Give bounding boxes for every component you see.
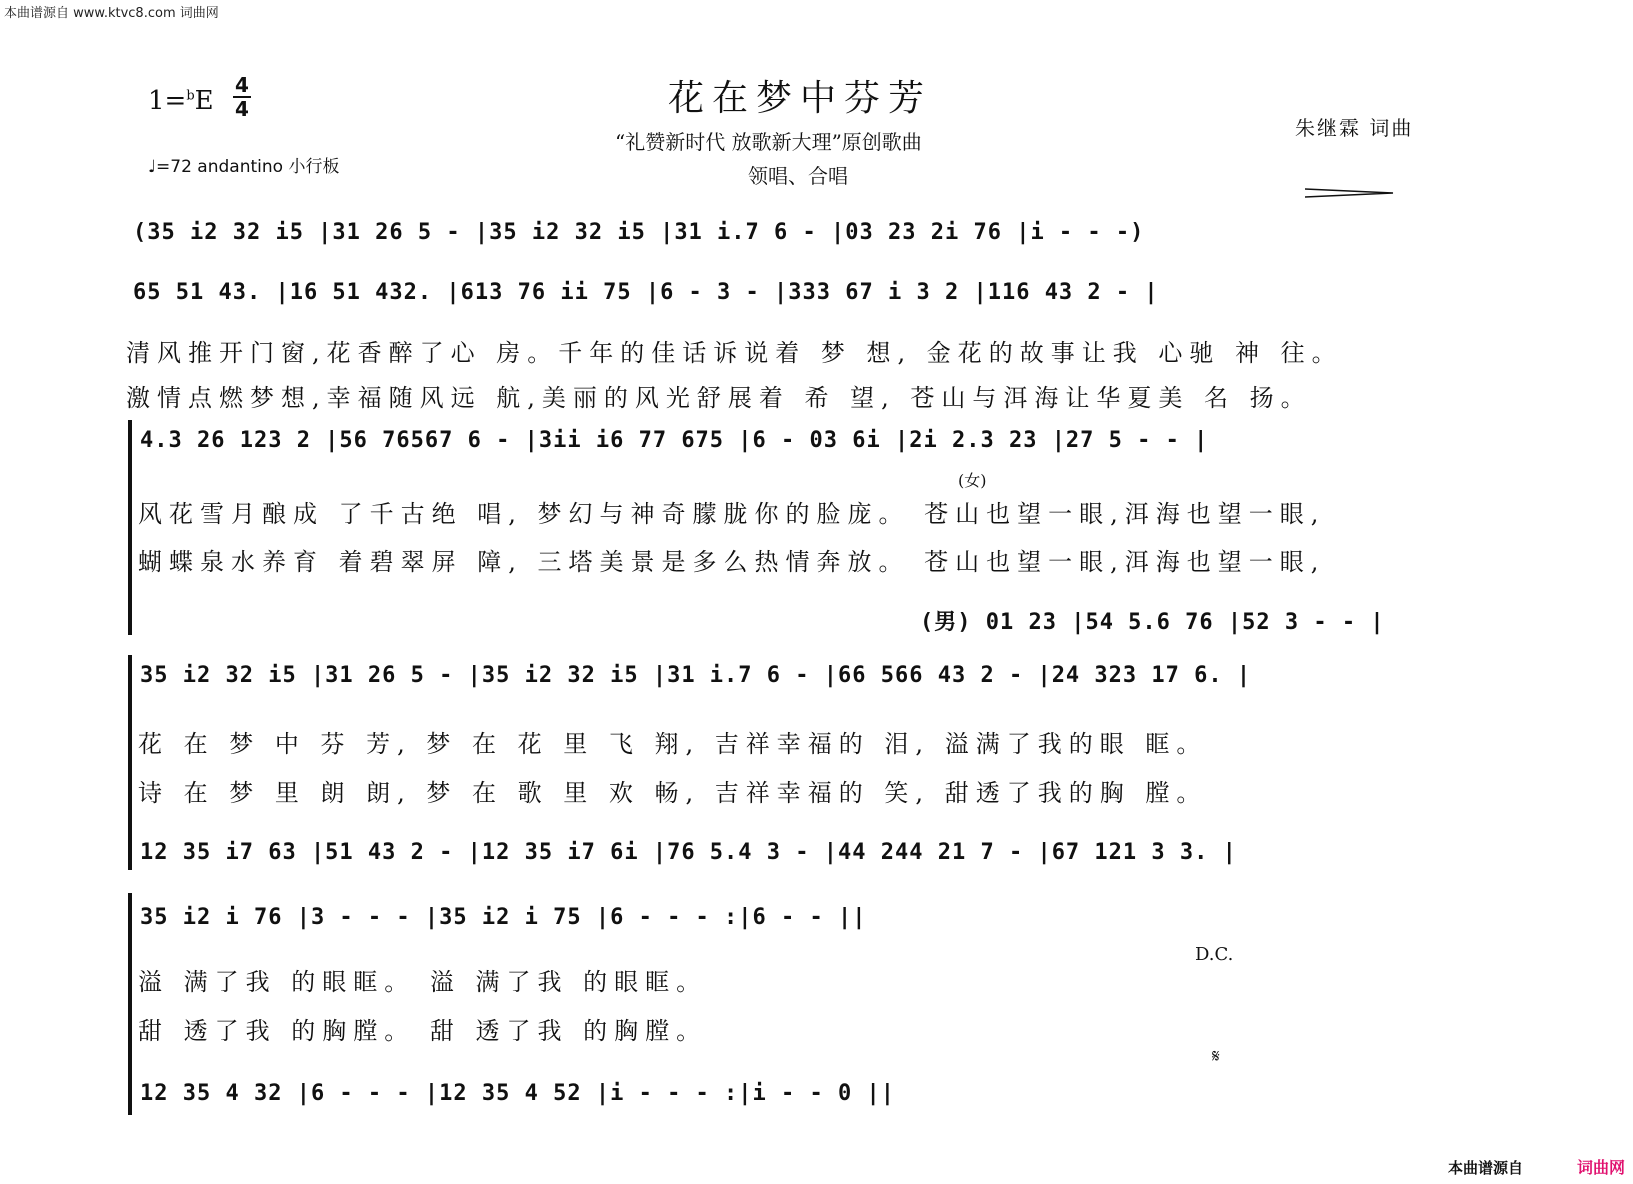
footer-source-label: 本曲谱源自 <box>1447 1159 1523 1177</box>
system-bracket <box>128 893 132 1115</box>
watermark: 本曲谱源自 www.ktvc8.com 词曲网 <box>4 6 219 21</box>
notation-row: 4.3 26 123 2 |56 76567 6 - |3ii i6 77 675 |6 - 03 6i |2i 2.3 23 |27 5 - - | <box>140 428 1209 453</box>
lyric-row: 溢 满了我 的眼眶。 溢 满了我 的眼眶。 <box>138 968 708 996</box>
notation-row: 65 51 43. |16 51 432. |613 76 ii 75 |6 - 3 - |333 67 i 3 2 |116 43 2 - | <box>133 280 1159 305</box>
time-signature: 4 4 <box>233 74 251 120</box>
footer-brand-logo: 词曲网 <box>1576 1158 1625 1177</box>
notation-row-male: (男) 01 23 |54 5.6 76 |52 3 - - | <box>920 610 1385 635</box>
song-subtitle: “礼赞新时代 放歌新大理”原创歌曲 <box>615 130 922 154</box>
lyric-row: 风花雪月酿成 了千古绝 唱, 梦幻与神奇朦胧你的脸庞。 苍山也望一眼,洱海也望一眼, <box>138 500 1326 528</box>
notation-row: 35 i2 i 76 |3 - - - |35 i2 i 75 |6 - - - :|6 - - || <box>140 905 867 930</box>
author-credit: 朱继霖 词曲 <box>1295 116 1414 140</box>
tempo-marking: ♩=72 andantino 小行板 <box>148 157 340 177</box>
lyric-row: 清风推开门窗,花香醉了心 房。千年的佳话诉说着 梦 想, 金花的故事让我 心驰 神 往。 <box>126 339 1343 367</box>
key-signature: 1=$^b$E <box>148 86 214 116</box>
song-title: 花在梦中芬芳 <box>668 78 933 119</box>
notation-row: 12 35 4 32 |6 - - - |12 35 4 52 |i - - - :|i - - 0 || <box>140 1081 895 1106</box>
notation-row: 35 i2 32 i5 |31 26 5 - |35 i2 32 i5 |31 i.7 6 - |66 566 43 2 - |24 323 17 6. | <box>140 663 1252 688</box>
lyric-row: 蝴蝶泉水养育 着碧翠屏 障, 三塔美景是多么热情奔放。 苍山也望一眼,洱海也望一眼, <box>138 548 1326 576</box>
notation-row: (35 i2 32 i5 |31 26 5 - |35 i2 32 i5 |31 i.7 6 - |03 23 2i 76 |i - - -) <box>133 220 1145 245</box>
lyric-row: 诗 在 梦 里 朗 朗, 梦 在 歌 里 欢 畅, 吉祥幸福的 笑, 甜透了我的胸 膛。 <box>138 779 1208 807</box>
lyric-row: 激情点燃梦想,幸福随风远 航,美丽的风光舒展着 希 望, 苍山与洱海让华夏美 名 扬。 <box>126 384 1312 412</box>
female-voice-label: (女) <box>958 471 987 490</box>
lyric-row: 甜 透了我 的胸膛。 甜 透了我 的胸膛。 <box>138 1017 708 1045</box>
segno-icon: 𝄋 <box>1212 1046 1220 1067</box>
lyric-row: 花 在 梦 中 芬 芳, 梦 在 花 里 飞 翔, 吉祥幸福的 泪, 溢满了我的眼 眶。 <box>138 730 1208 758</box>
voice-arrangement: 领唱、合唱 <box>748 164 848 188</box>
system-bracket <box>128 420 132 635</box>
notation-row: 12 35 i7 63 |51 43 2 - |12 35 i7 6i |76 5.4 3 - |44 244 21 7 - |67 121 3 3. | <box>140 840 1237 865</box>
decrescendo-mark <box>1305 188 1395 198</box>
da-capo-marking: D.C. <box>1195 944 1234 965</box>
system-bracket <box>128 655 132 870</box>
